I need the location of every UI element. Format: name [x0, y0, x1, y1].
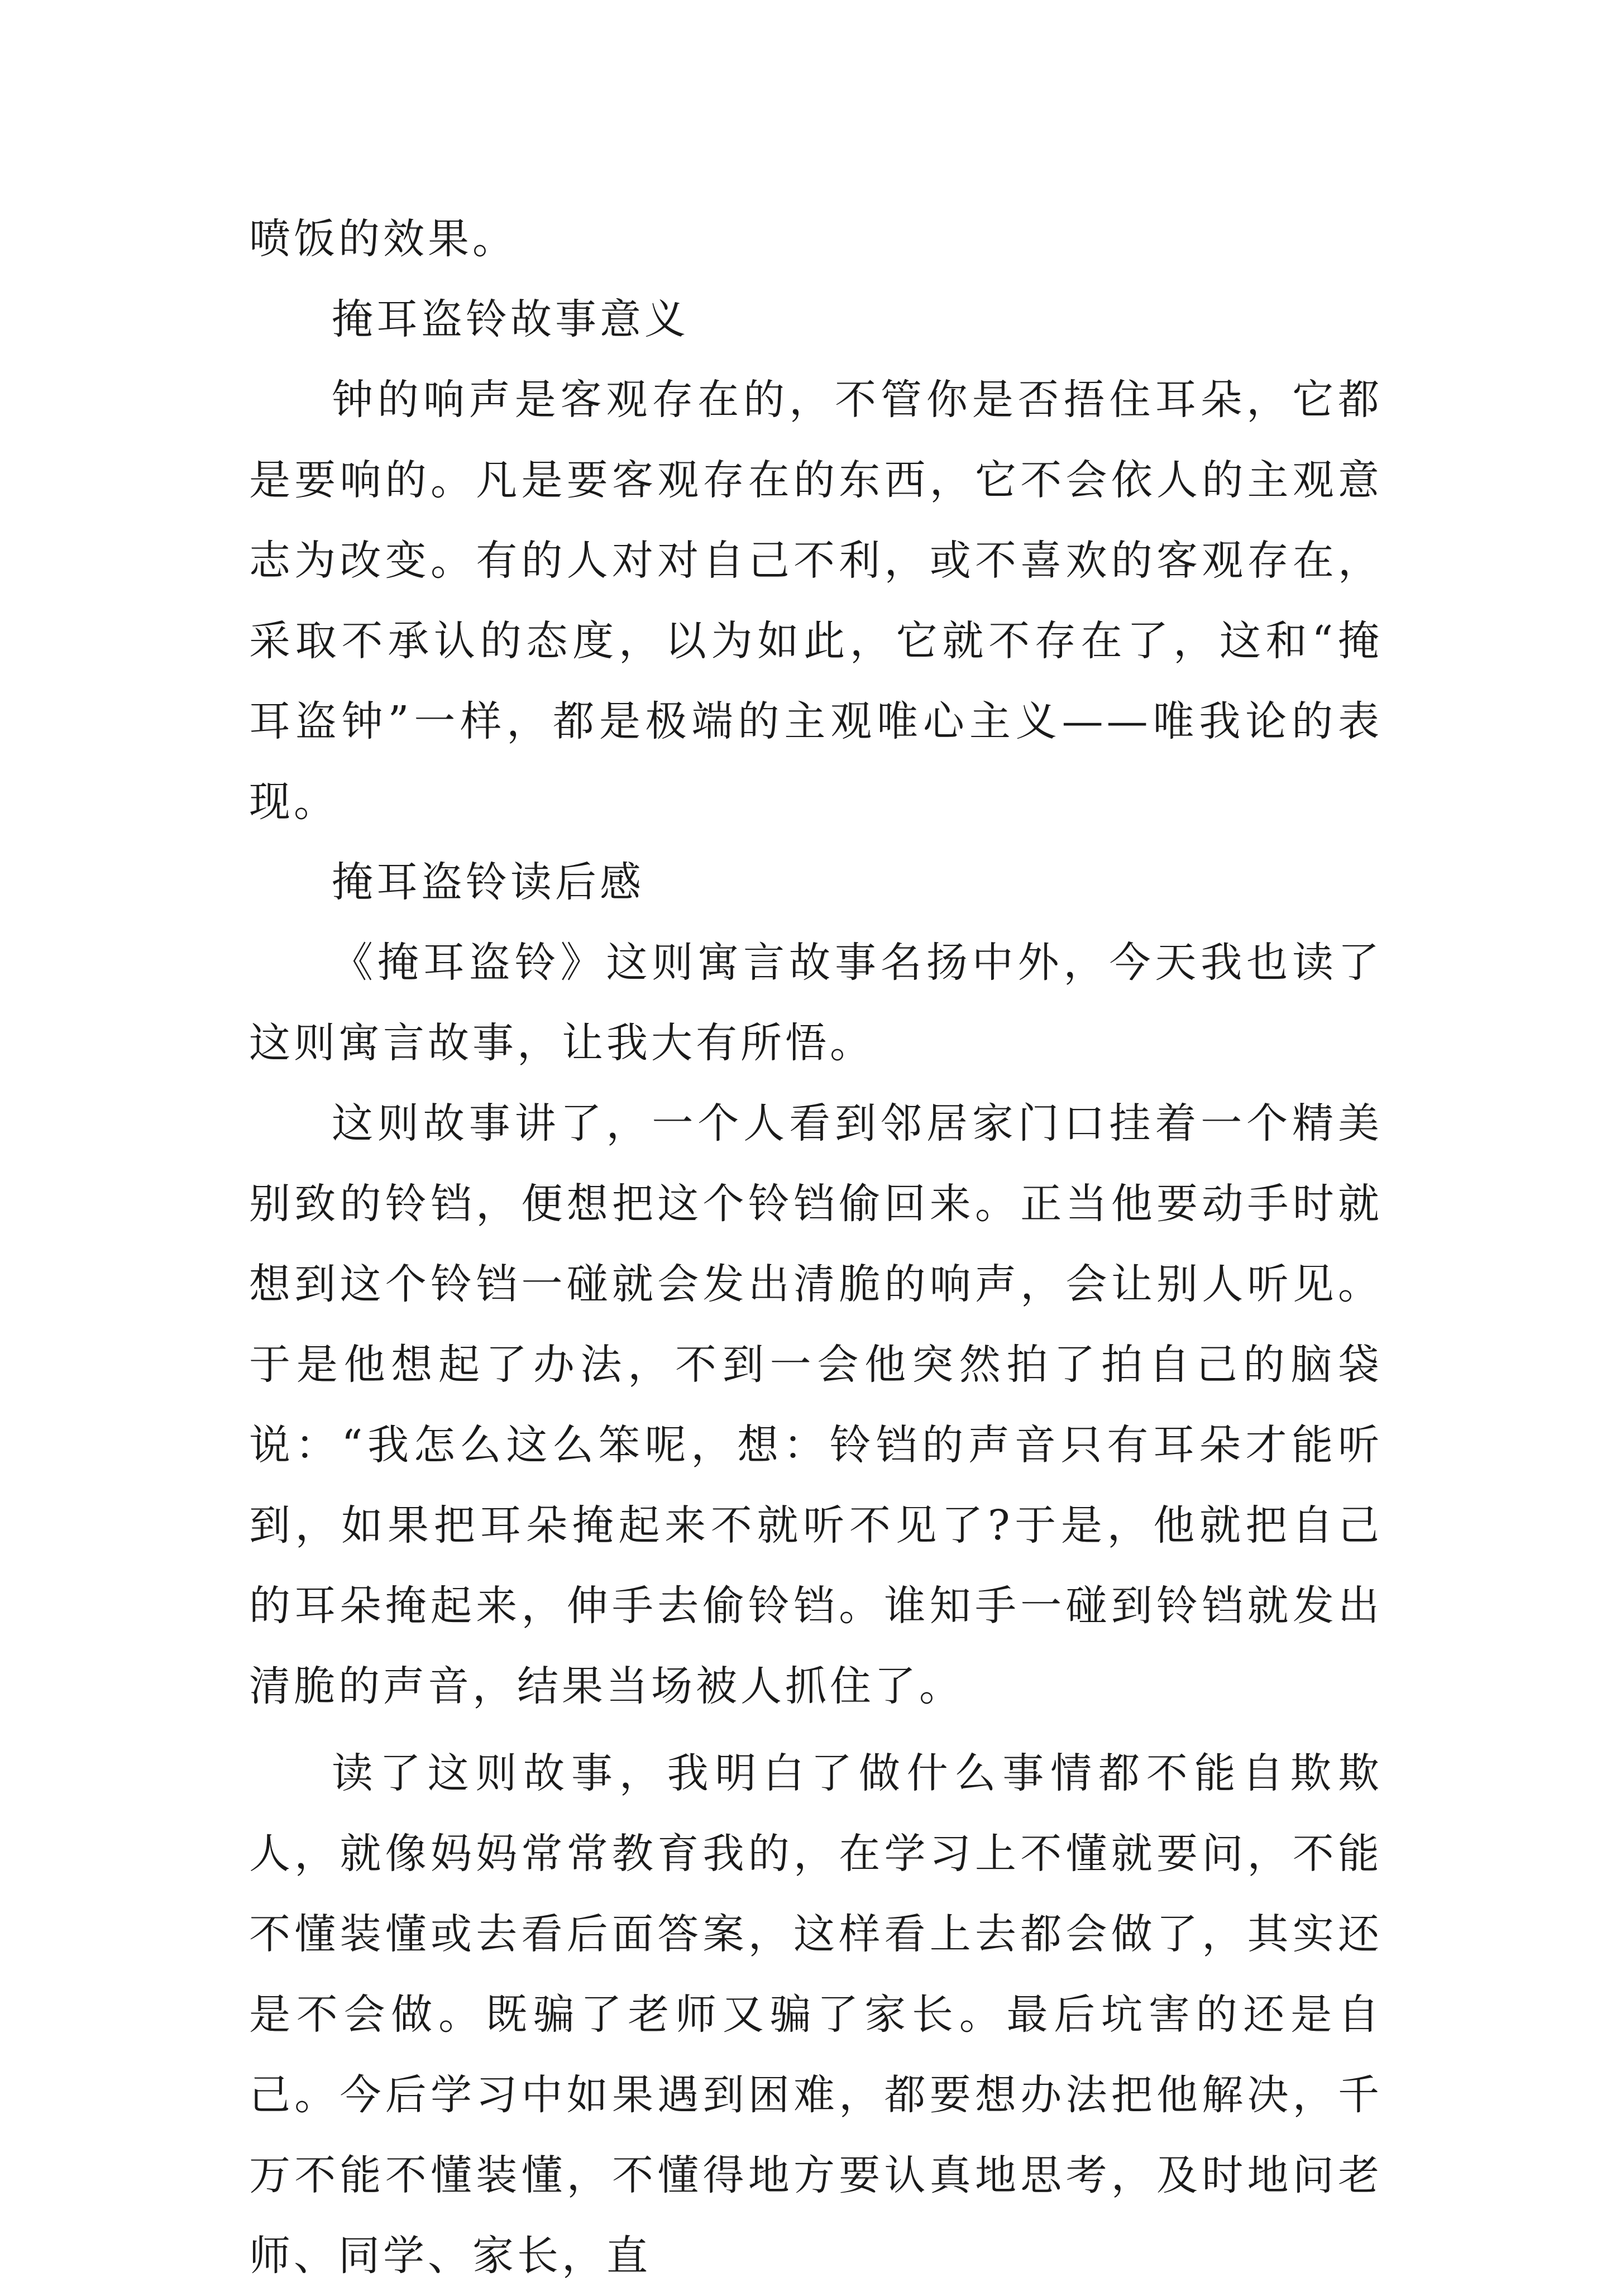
paragraph-intro: 《掩耳盗铃》这则寓言故事名扬中外，今天我也读了这则寓言故事，让我大有所悟。	[249, 939, 1383, 1067]
document-body	[249, 199, 1383, 2296]
section-heading-meaning: 掩耳盗铃故事意义	[332, 295, 689, 343]
paragraph-story: 这则故事讲了，一个人看到邻居家门口挂着一个精美别致的铃铛，便想把这个铃铛偷回来。正当他要动手时就想到这个铃铛一碰就会发出清脆的响声，会让别人听见。于是他想起了办法，不到一会他突然拍了拍自己的脑袋说：“我怎么这么笨呢，想：铃铛的声音只有耳朵才能听到，如果把耳朵掩起来不就听不见了?于是，他就把自己的耳朵掩起来，伸手去偷铃铛。谁知手一碰到铃铛就发出清脆的声音，结果当场被人抓住了。	[249, 1099, 1383, 1710]
section-heading-reflection: 掩耳盗铃读后感	[332, 858, 644, 906]
paragraph-lesson: 读了这则故事，我明白了做什么事情都不能自欺欺人，就像妈妈常常教育我的，在学习上不懂就要问，不能不懂装懂或去看后面答案，这样看上去都会做了，其实还是不会做。既骗了老师又骗了家长。最后坑害的还是自己。今后学习中如果遇到困难，都要想办法把他解决，千万不能不懂装懂，不懂得地方要认真地思考，及时地问老师、同学、家长，直	[249, 1749, 1383, 2280]
paragraph-meaning: 钟的响声是客观存在的，不管你是否捂住耳朵，它都是要响的。凡是要客观存在的东西，它不会依人的主观意志为改变。有的人对对自己不利，或不喜欢的客观存在，采取不承认的态度，以为如此，它就不存在了，这和“掩耳盗钟”一样，都是极端的主观唯心主义——唯我论的表现。	[249, 376, 1383, 826]
paragraph-continuation: 喷饭的效果。	[249, 215, 517, 263]
